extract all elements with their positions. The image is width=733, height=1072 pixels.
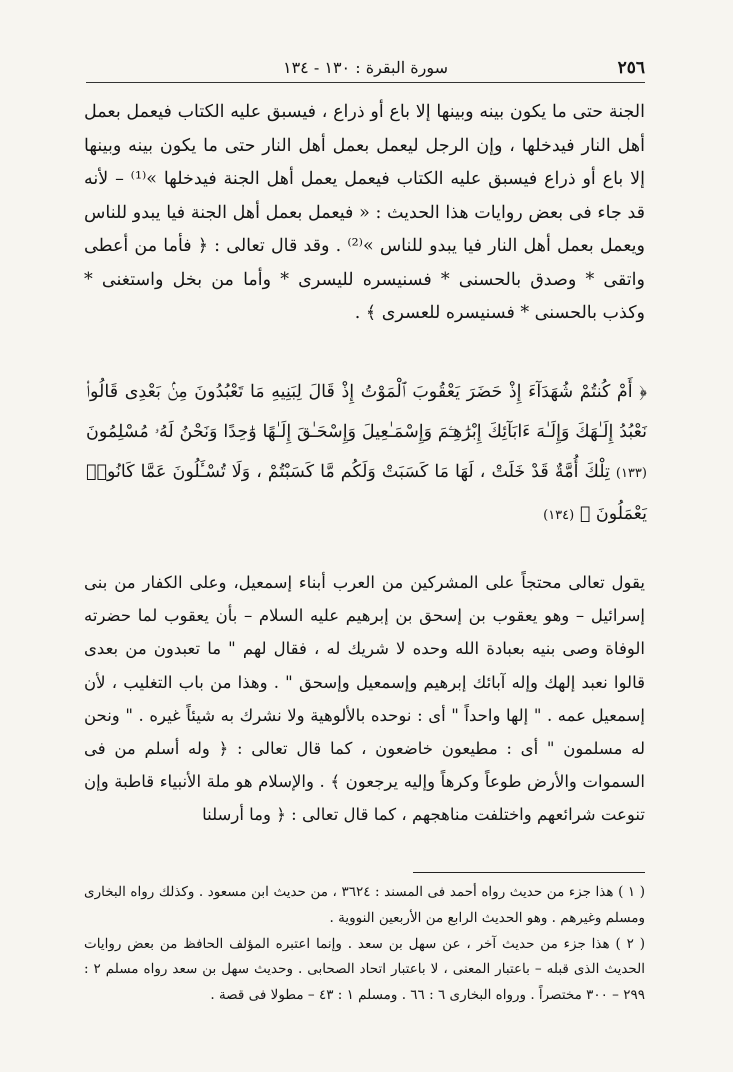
footnote-1: ( ١ ) هذا جزء من حديث رواه أحمد فى المسند : ٣٦٢٤ ، من حديث ابن مسعود . وكذلك رواه البخارى ومسلم وغيرهم . وهو الحديث الرابع من الأربعين النووية .: [84, 884, 645, 926]
paragraph-1: الجنة حتى ما يكون بينه وبينها إلا باع أو ذراع ، فيسبق عليه الكتاب فيعمل بعمل أهل النار فيدخلها ، وإن الرجل ليعمل بعمل أهل النار حتى ما يكون بينه وبينها إلا باع أو ذراع فيسبق عليه الكتاب فيعمل يعمل أهل الجنة فيدخلها »⁽¹⁾ – لأنه قد جاء فى بعض روايات هذا الحديث : « فيعمل بعمل أهل الجنة فيا يبدو للناس ويعمل بعمل أهل النار فيا يبدو للناس »⁽²⁾ . وقد قال تعالى : ﴿ فأما من أعطى واتقى * وصدق بالحسنى * فسنيسره لليسرى * وأما من بخل واستغنى * وكذب بالحسنى * فسنيسره للعسرى ﴾ .: [84, 102, 645, 323]
verse-134: تِلْكَ أُمَّةٌ قَدْ خَلَتْ ، لَهَا مَا كَسَبَتْ وَلَكُم مَّا كَسَبْتُمْ ، وَلَا تُسْـَٔلُونَ عَمَّا كَانُوا۟ يَعْمَلُونَ ﴾: [86, 462, 647, 524]
verse-marker-134: (١٣٤): [543, 508, 575, 523]
footnote-divider: [413, 872, 645, 873]
footnote-2: ( ٢ ) هذا جزء من حديث آخر ، عن سهل بن سعد . وإنما اعتبره المؤلف الحافظ من بعض روايات الحديث الذى قبله – باعتبار المعنى ، لا باعتبار اتحاد الصحابى . وحديث سهل بن سعد رواه مسلم ٢ : ٢٩٩ – ٣٠٠ مختصراً . ورواه البخارى ٦ : ٦٦ . ومسلم ١ : ٤٣ – مطولا فى قصة .: [84, 935, 646, 1004]
footnotes: [84, 880, 645, 1009]
verse-marker-133: (١٣٣): [615, 466, 647, 481]
surah-title: سورة البقرة : ١٣٠ - ١٣٤: [282, 58, 449, 77]
paragraph-2: يقول تعالى محتجاً على المشركين من العرب أبناء إسمعيل، وعلى الكفار من بنى إسرائيل – وهو يعقوب بن إسحق بن إبرهيم عليه السلام – بأن يعقوب لما حضرته الوفاة وصى بنيه بعبادة الله وحده لا شريك له ، فقال لهم " ما تعبدون من بعدى قالوا نعبد إلهك وإله آبائك إبرهيم وإسمعيل وإسحق " . وهذا من باب التغليب ، لأن إسمعيل عمه . " إلها واحداً " أى : نوحده بالألوهية ولا نشرك به شيئاً غيره . " ونحن له مسلمون " أى : مطيعون خاضعون ، كما قال تعالى : ﴿ وله أسلم من فى السموات والأرض طوعاً وكرهاً وإليه يرجعون ﴾ . والإسلام هو ملة الأنبياء قاطبة وإن تنوعت شرائعهم واختلفت مناهجهم ، كما قال تعالى : ﴿ وما أرسلنا: [84, 573, 645, 825]
page-number: ٢٥٦: [617, 58, 645, 78]
page-header: [86, 58, 645, 83]
verse-133: ﴿ أَمْ كُنتُمْ شُهَدَآءَ إِذْ حَضَرَ يَعْقُوبَ ٱلْمَوْتُ إِذْ قَالَ لِبَنِيهِ مَا تَعْبُدُونَ مِنۢ بَعْدِى قَالُوا۟ نَعْبُدُ إِلَـٰهَكَ وَإِلَـٰهَ ءَابَآئِكَ إِبْرَٰهِـۧمَ وَإِسْمَـٰعِيلَ وَإِسْحَـٰقَ إِلَـٰهًا وَٰحِدًا وَنَحْنُ لَهُۥ مُسْلِمُونَ: [86, 382, 647, 442]
quran-verses: [86, 372, 647, 536]
